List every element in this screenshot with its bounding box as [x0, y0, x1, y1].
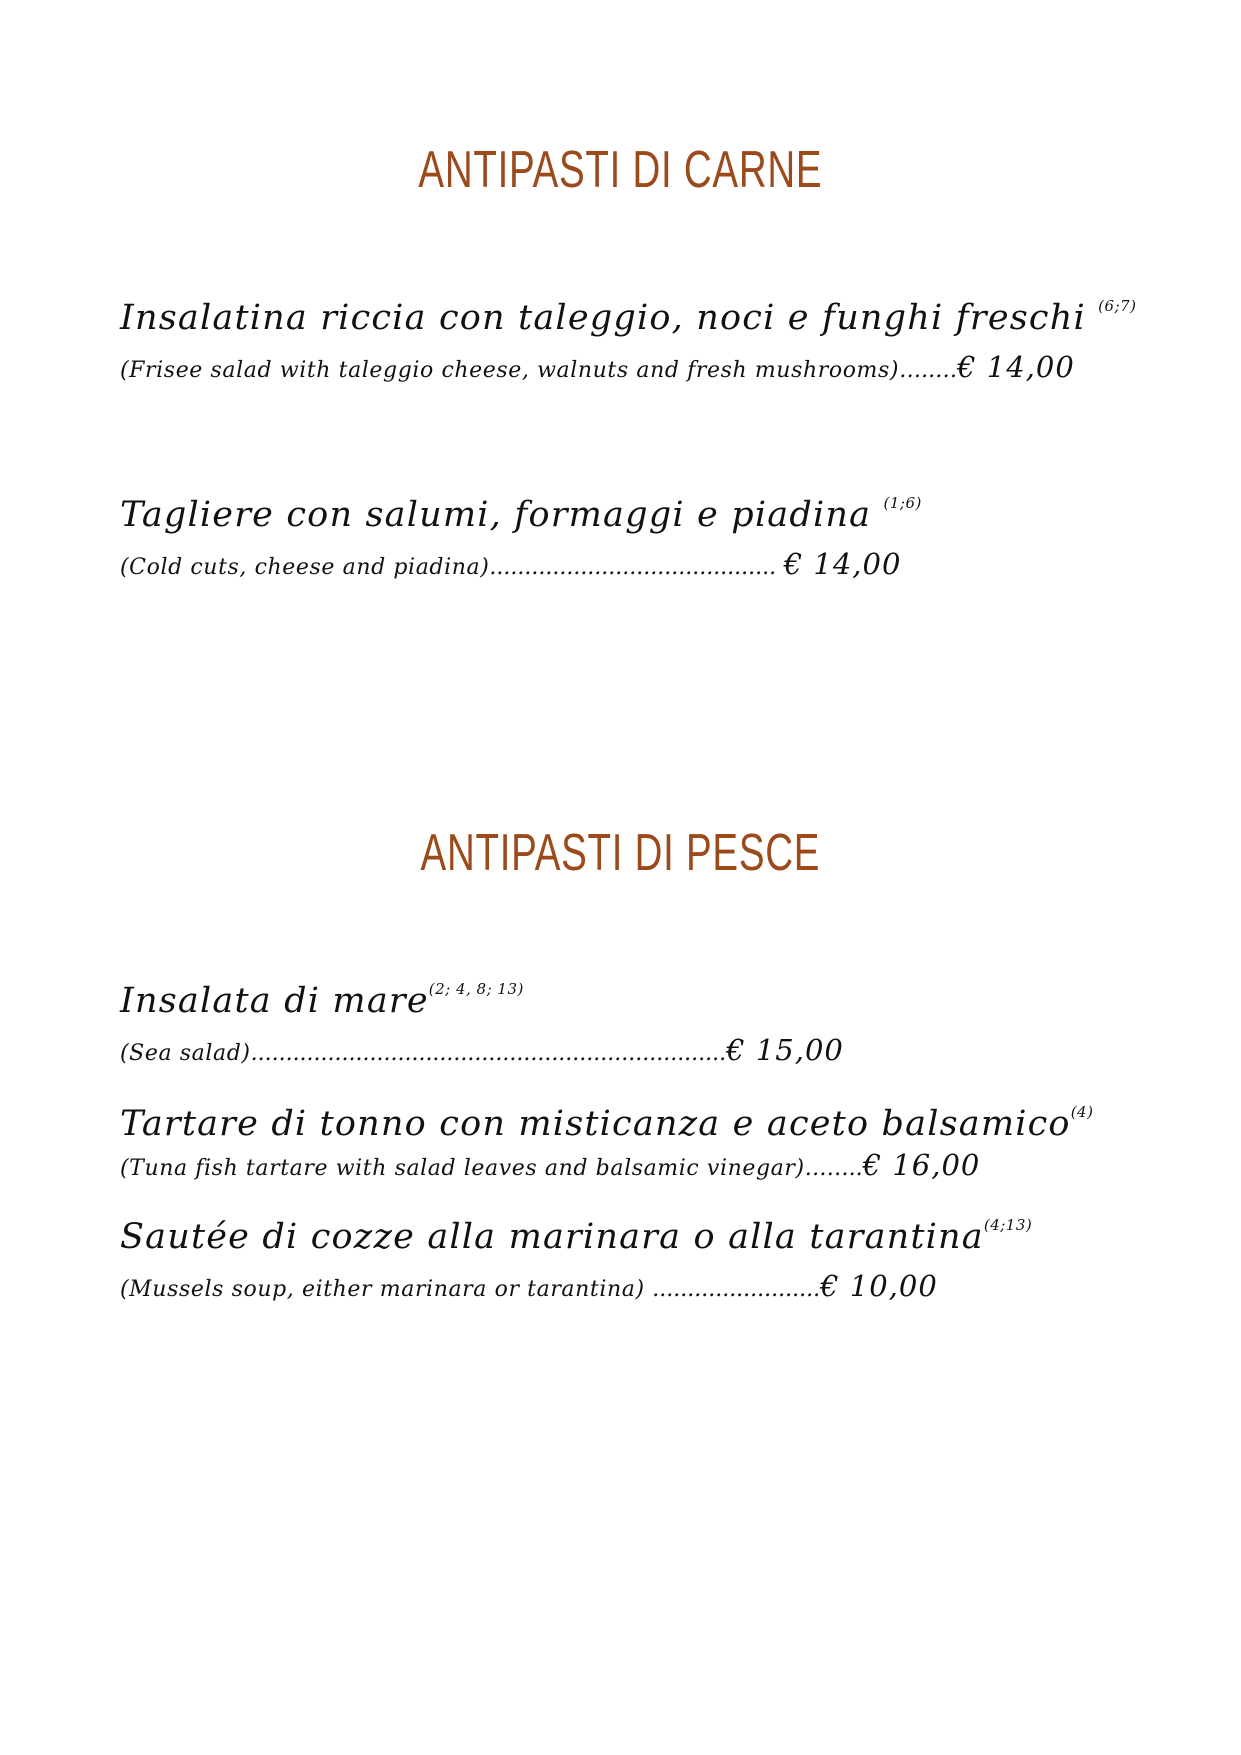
leader-dots: …..…	[899, 358, 958, 383]
dish-description-text: (Mussels soup, either marinara or tarantina)	[120, 1277, 653, 1302]
dish-tagliere	[120, 494, 1180, 584]
leader-dots: ....................................................................	[250, 1041, 727, 1066]
allergen-codes: (4;13)	[983, 1216, 1033, 1234]
dish-description	[120, 1032, 1180, 1070]
dish-description	[120, 1147, 1180, 1185]
dish-insalata-di-mare	[120, 980, 1180, 1070]
dish-name	[120, 494, 1180, 536]
dish-price: € 10,00	[820, 1269, 938, 1303]
dish-name	[120, 1216, 1180, 1258]
allergen-codes: (1;6)	[883, 494, 922, 512]
dish-insalatina-riccia	[120, 297, 1180, 387]
dish-tartare-di-tonno	[120, 1103, 1180, 1185]
dish-description-text: (Cold cuts, cheese and piadina)	[120, 555, 490, 580]
dish-price: € 16,00	[862, 1148, 981, 1182]
dish-price: € 14,00	[957, 350, 1075, 384]
dish-name-text: Tagliere con salumi, formaggi e piadina	[120, 495, 872, 535]
dish-price: € 14,00	[783, 547, 902, 581]
dish-name	[120, 1103, 1180, 1145]
dish-name-text: Insalata di mare	[120, 981, 429, 1021]
section-title-carne: ANTIPASTI DI CARNE	[418, 141, 823, 199]
dish-name-text: Insalatina riccia con taleggio, noci e funghi freschi	[120, 298, 1086, 338]
dish-description-text: (Sea salad)	[120, 1041, 251, 1066]
allergen-codes: (2; 4, 8; 13)	[428, 980, 524, 998]
allergen-codes: (6;7)	[1098, 297, 1137, 315]
leader-dots: ……..	[804, 1156, 863, 1181]
dish-sautee-di-cozze	[120, 1216, 1180, 1306]
dish-description	[120, 349, 1180, 387]
dish-price: € 15,00	[726, 1033, 844, 1067]
section-title-pesce: ANTIPASTI DI PESCE	[420, 824, 821, 882]
dish-description	[120, 1268, 1180, 1306]
allergen-codes: (4)	[1070, 1103, 1094, 1121]
dish-description-text: (Frisee salad with taleggio cheese, walnuts and fresh mushrooms)	[120, 358, 900, 383]
dish-name	[120, 980, 1180, 1022]
dish-name	[120, 297, 1180, 339]
dish-description-text: (Tuna fish tartare with salad leaves and balsamic vinegar)	[120, 1156, 805, 1181]
leader-dots: ........................	[652, 1277, 821, 1302]
leader-dots: .........................................	[489, 555, 777, 580]
dish-name-text: Tartare di tonno con misticanza e aceto balsamico	[120, 1104, 1071, 1144]
dish-description	[120, 546, 1180, 584]
dish-name-text: Sautée di cozze alla marinara o alla tarantina	[120, 1217, 984, 1257]
